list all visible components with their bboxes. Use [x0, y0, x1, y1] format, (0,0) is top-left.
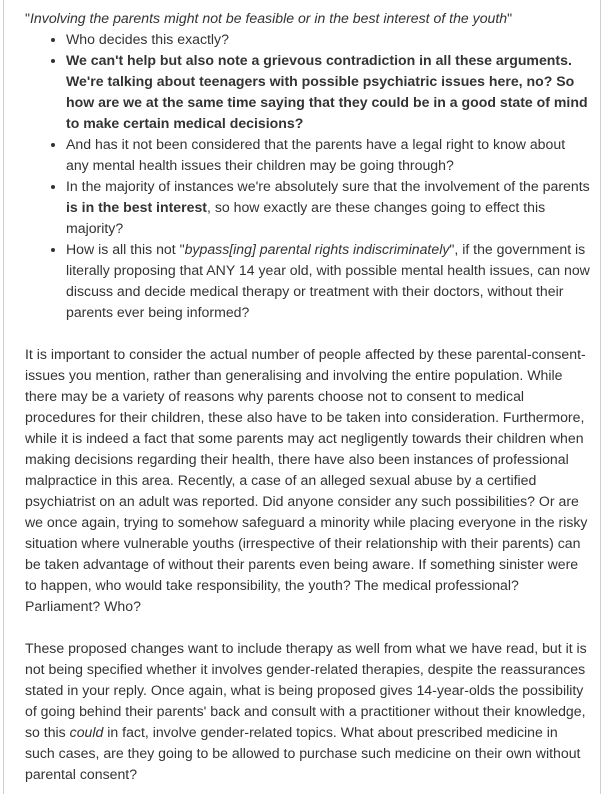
bullet-item: • How is all this not "bypass[ing] parental rights indiscriminately", if the government is literally proposing that ANY 14 year old, with possible mental health issues, can now discuss and decide medical therapy or treatment with their doctors, without their parents ever being informed?: [66, 239, 590, 323]
post-body: [25, 8, 590, 785]
bullet-item: • In the majority of instances we're absolutely sure that the involvement of the parents is in the best interest, so how exactly are these changes going to effect this majority?: [66, 176, 590, 239]
bullet-item: • And has it not been considered that the parents have a legal right to know about any mental health issues their children may be going through?: [66, 134, 590, 176]
paragraph-2: These proposed changes want to include therapy as well from what we have read, but it is not being specified whether it involves gender-related therapies, despite the reassurances stated in your reply. Once again, what is being proposed gives 14-year-olds the possibility of going behind their parents' back and consult with a practitioner without their knowledge, so this could in fact, involve gender-related topics. What about prescribed medicine in such cases, are they going to be allowed to purchase such medicine on their own without parental consent?: [25, 640, 587, 782]
quote-open: ": [25, 10, 31, 26]
bullet-list: [25, 29, 590, 323]
quote-close: ": [507, 10, 513, 26]
quoted-statement: [25, 8, 590, 29]
paragraph-1: It is important to consider the actual number of people affected by these parental-consent-issues you mention, rather than generalising and involving the entire population. While there may be a variety of reasons why parents choose not to consent to medical procedures for their children, these also have to be taken into consideration. Furthermore, while it is indeed a fact that some parents may act negligently towards their children when making decisions regarding their health, there have also been instances of professional malpractice in this area. Recently, a case of an alleged sexual abuse by a certified psychiatrist on an adult was reported. Did anyone consider any such possibilities? Or are we once again, trying to somehow safeguard a minority while placing everyone in the risky situation where vulnerable youths (irrespective of their relationship with their parents) can be taken advantage of without their parents even being aware. If something sinister were to happen, who would take responsibility, the youth? The medical professional? Parliament? Who?: [25, 346, 588, 614]
bullet-item: • Who decides this exactly?: [66, 29, 590, 50]
bullet-item: • We can't help but also note a grievous contradiction in all these arguments. We're talking about teenagers with possible psychiatric issues here, no? So how are we at the same time saying that they could be in a good state of mind to make certain medical decisions?: [66, 50, 590, 134]
post-container: [3, 0, 601, 794]
quote-text: Involving the parents might not be feasible or in the best interest of the youth: [30, 10, 508, 26]
